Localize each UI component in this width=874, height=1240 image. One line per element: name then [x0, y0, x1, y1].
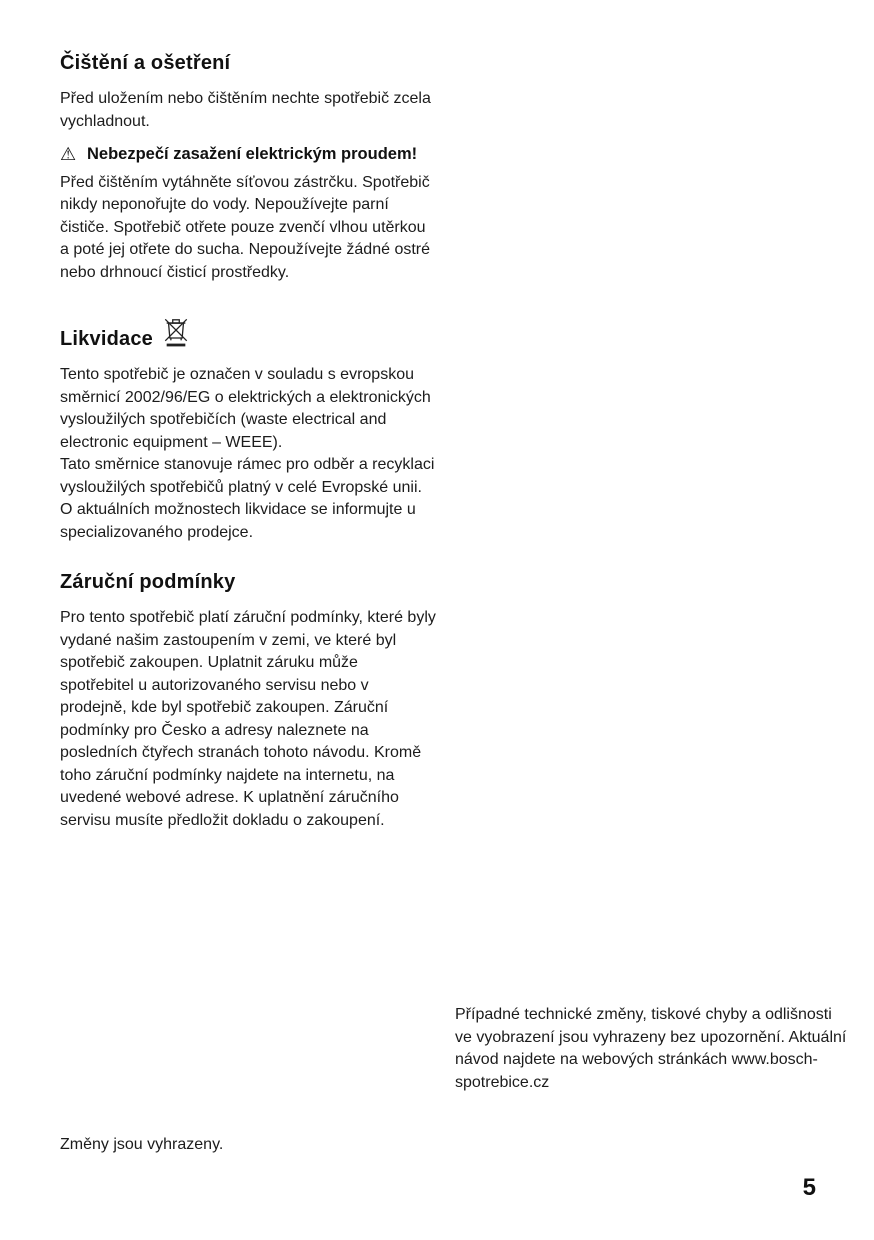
warranty-section-title	[60, 571, 436, 594]
cleaning-section-title	[60, 52, 436, 75]
disposal-section-title	[60, 311, 436, 351]
warranty-title-text: Záruční podmínky	[60, 571, 236, 593]
disposal-title-text: Likvidace	[60, 328, 153, 350]
section-disposal	[60, 311, 436, 544]
warranty-body-paragraph: Pro tento spotřebič platí záruční podmínky, které byly vydané našim zastoupením v zemi, ve které byl spotřebič zakoupen. Uplatnit záruku může spotřebitel u autorizovaného servisu nebo v prodejně, kde byl spotřebič zakoupen. Záruční podmínky pro Česko a adresy naleznete na posledních čtyřech stranách tohoto návodu. Kromě toho záruční podmínky najdete na internetu, na uvedené webové adrese. K uplatnění záručního servisu musíte předložit dokladu o zakoupení.	[60, 609, 436, 829]
warning-title: Nebezpečí zasažení elektrickým proudem!	[87, 145, 418, 163]
cleaning-intro-paragraph: Před uložením nebo čištěním nechte spotřebič zcela vychladnout.	[60, 90, 431, 130]
electric-shock-warning	[60, 143, 436, 166]
disposal-paragraph-1: Tento spotřebič je označen v souladu s evropskou směrnicí 2002/96/EG o elektrických a elektronických vysloužilých spotřebičích (waste electrical and electronic equipment – WEEE).	[60, 366, 431, 451]
section-cleaning	[60, 52, 436, 284]
main-column	[60, 52, 436, 832]
changes-reserved-note: Změny jsou vyhrazeny.	[60, 1136, 224, 1153]
warning-triangle-icon: ⚠	[60, 144, 77, 164]
technical-changes-note: Případné technické změny, tiskové chyby a odlišnosti ve vyobrazení jsou vyhrazeny bez upozornění. Aktuální návod najdete na webových stránkách www.bosch-spotrebice.cz	[455, 1006, 847, 1091]
cleaning-title-text: Čištění a ošetření	[60, 52, 231, 74]
disposal-paragraph-3: O aktuálních možnostech likvidace se informujte u specializovaného prodejce.	[60, 501, 416, 541]
cleaning-body-paragraph: Před čištěním vytáhněte síťovou zástrčku. Spotřebič nikdy neponořujte do vody. Nepoužívejte parní čističe. Spotřebič otřete pouze zvenčí vlhou utěrkou a poté jej otřete do sucha. Nepoužívejte žádné ostré nebo drhnoucí čisticí prostředky.	[60, 173, 431, 281]
weee-crossed-out-bin-icon	[162, 314, 190, 354]
section-warranty	[60, 571, 436, 832]
page-number: 5	[802, 1174, 816, 1201]
disposal-paragraph-2: Tato směrnice stanovuje rámec pro odběr a recyklaci vysloužilých spotřebičů platný v celé Evropské unii.	[60, 456, 435, 496]
